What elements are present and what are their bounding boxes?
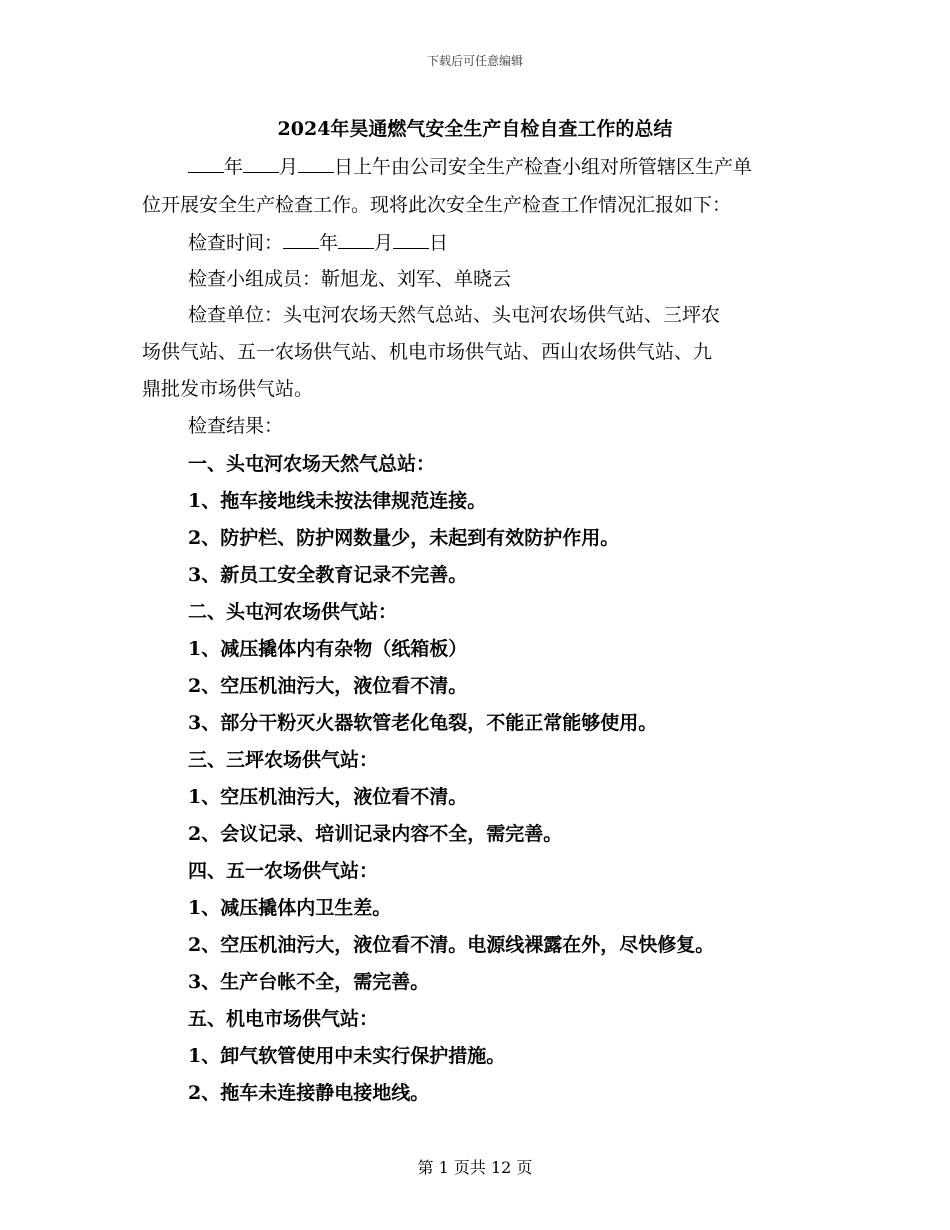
- list-item: 3、新员工安全教育记录不完善。: [188, 564, 468, 586]
- list-item: 2、会议记录、培训记录内容不全，需完善。: [188, 823, 563, 845]
- list-item: 2、空压机油污大，液位看不清。电源线裸露在外，尽快修复。: [188, 934, 715, 956]
- blank-day: [298, 155, 334, 173]
- list-item: 1、拖车接地线未按法律规范连接。: [188, 490, 487, 512]
- list-item: 3、生产台帐不全，需完善。: [188, 971, 430, 993]
- page-header: 下载后可任意编辑: [426, 54, 523, 68]
- section-heading: 二、头屯河农场供气站：: [188, 601, 398, 623]
- check-time: 检查时间： 年 月 日: [188, 232, 449, 254]
- section-heading: 五、机电市场供气站：: [188, 1008, 379, 1030]
- check-units-line-1: 检查单位：头屯河农场天然气总站、头屯河农场供气站、三坪农: [188, 304, 721, 326]
- blank-month: [338, 231, 374, 249]
- intro-line-1: 年 月 日上午由公司安全生产检查小组对所管辖区生产单: [188, 152, 858, 179]
- list-item: 1、卸气软管使用中未实行保护措施。: [188, 1045, 506, 1067]
- list-item: 2、拖车未连接静电接地线。: [188, 1082, 430, 1104]
- list-item: 1、减压撬体内有杂物（纸箱板）: [188, 638, 468, 660]
- check-units-line-3: 鼎批发市场供气站。: [142, 378, 314, 400]
- blank-month: [243, 155, 279, 173]
- check-members: 检查小组成员：靳旭龙、刘军、单晓云: [188, 268, 512, 290]
- list-item: 2、空压机油污大，液位看不清。: [188, 675, 468, 697]
- page-footer: 第 1 页共 12 页: [417, 1158, 533, 1177]
- section-heading: 一、头屯河农场天然气总站：: [188, 453, 436, 475]
- section-heading: 三、三坪农场供气站：: [188, 749, 379, 771]
- list-item: 3、部分干粉灭火器软管老化龟裂，不能正常能够使用。: [188, 712, 658, 734]
- intro-line-2: 位开展安全生产检查工作。现将此次安全生产检查工作情况汇报如下：: [142, 194, 732, 216]
- check-units-line-2: 场供气站、五一农场供气站、机电市场供气站、西山农场供气站、九: [142, 341, 713, 363]
- list-item: 1、空压机油污大，液位看不清。: [188, 786, 468, 808]
- blank-day: [393, 231, 429, 249]
- blank-year: [283, 231, 319, 249]
- results-label: 检查结果：: [188, 415, 284, 437]
- blank-year: [188, 155, 224, 173]
- list-item: 1、减压撬体内卫生差。: [188, 897, 392, 919]
- document-title: 2024年昊通燃气安全生产自检自查工作的总结: [277, 118, 673, 140]
- list-item: 2、防护栏、防护网数量少，未起到有效防护作用。: [188, 527, 620, 549]
- section-heading: 四、五一农场供气站：: [188, 860, 379, 882]
